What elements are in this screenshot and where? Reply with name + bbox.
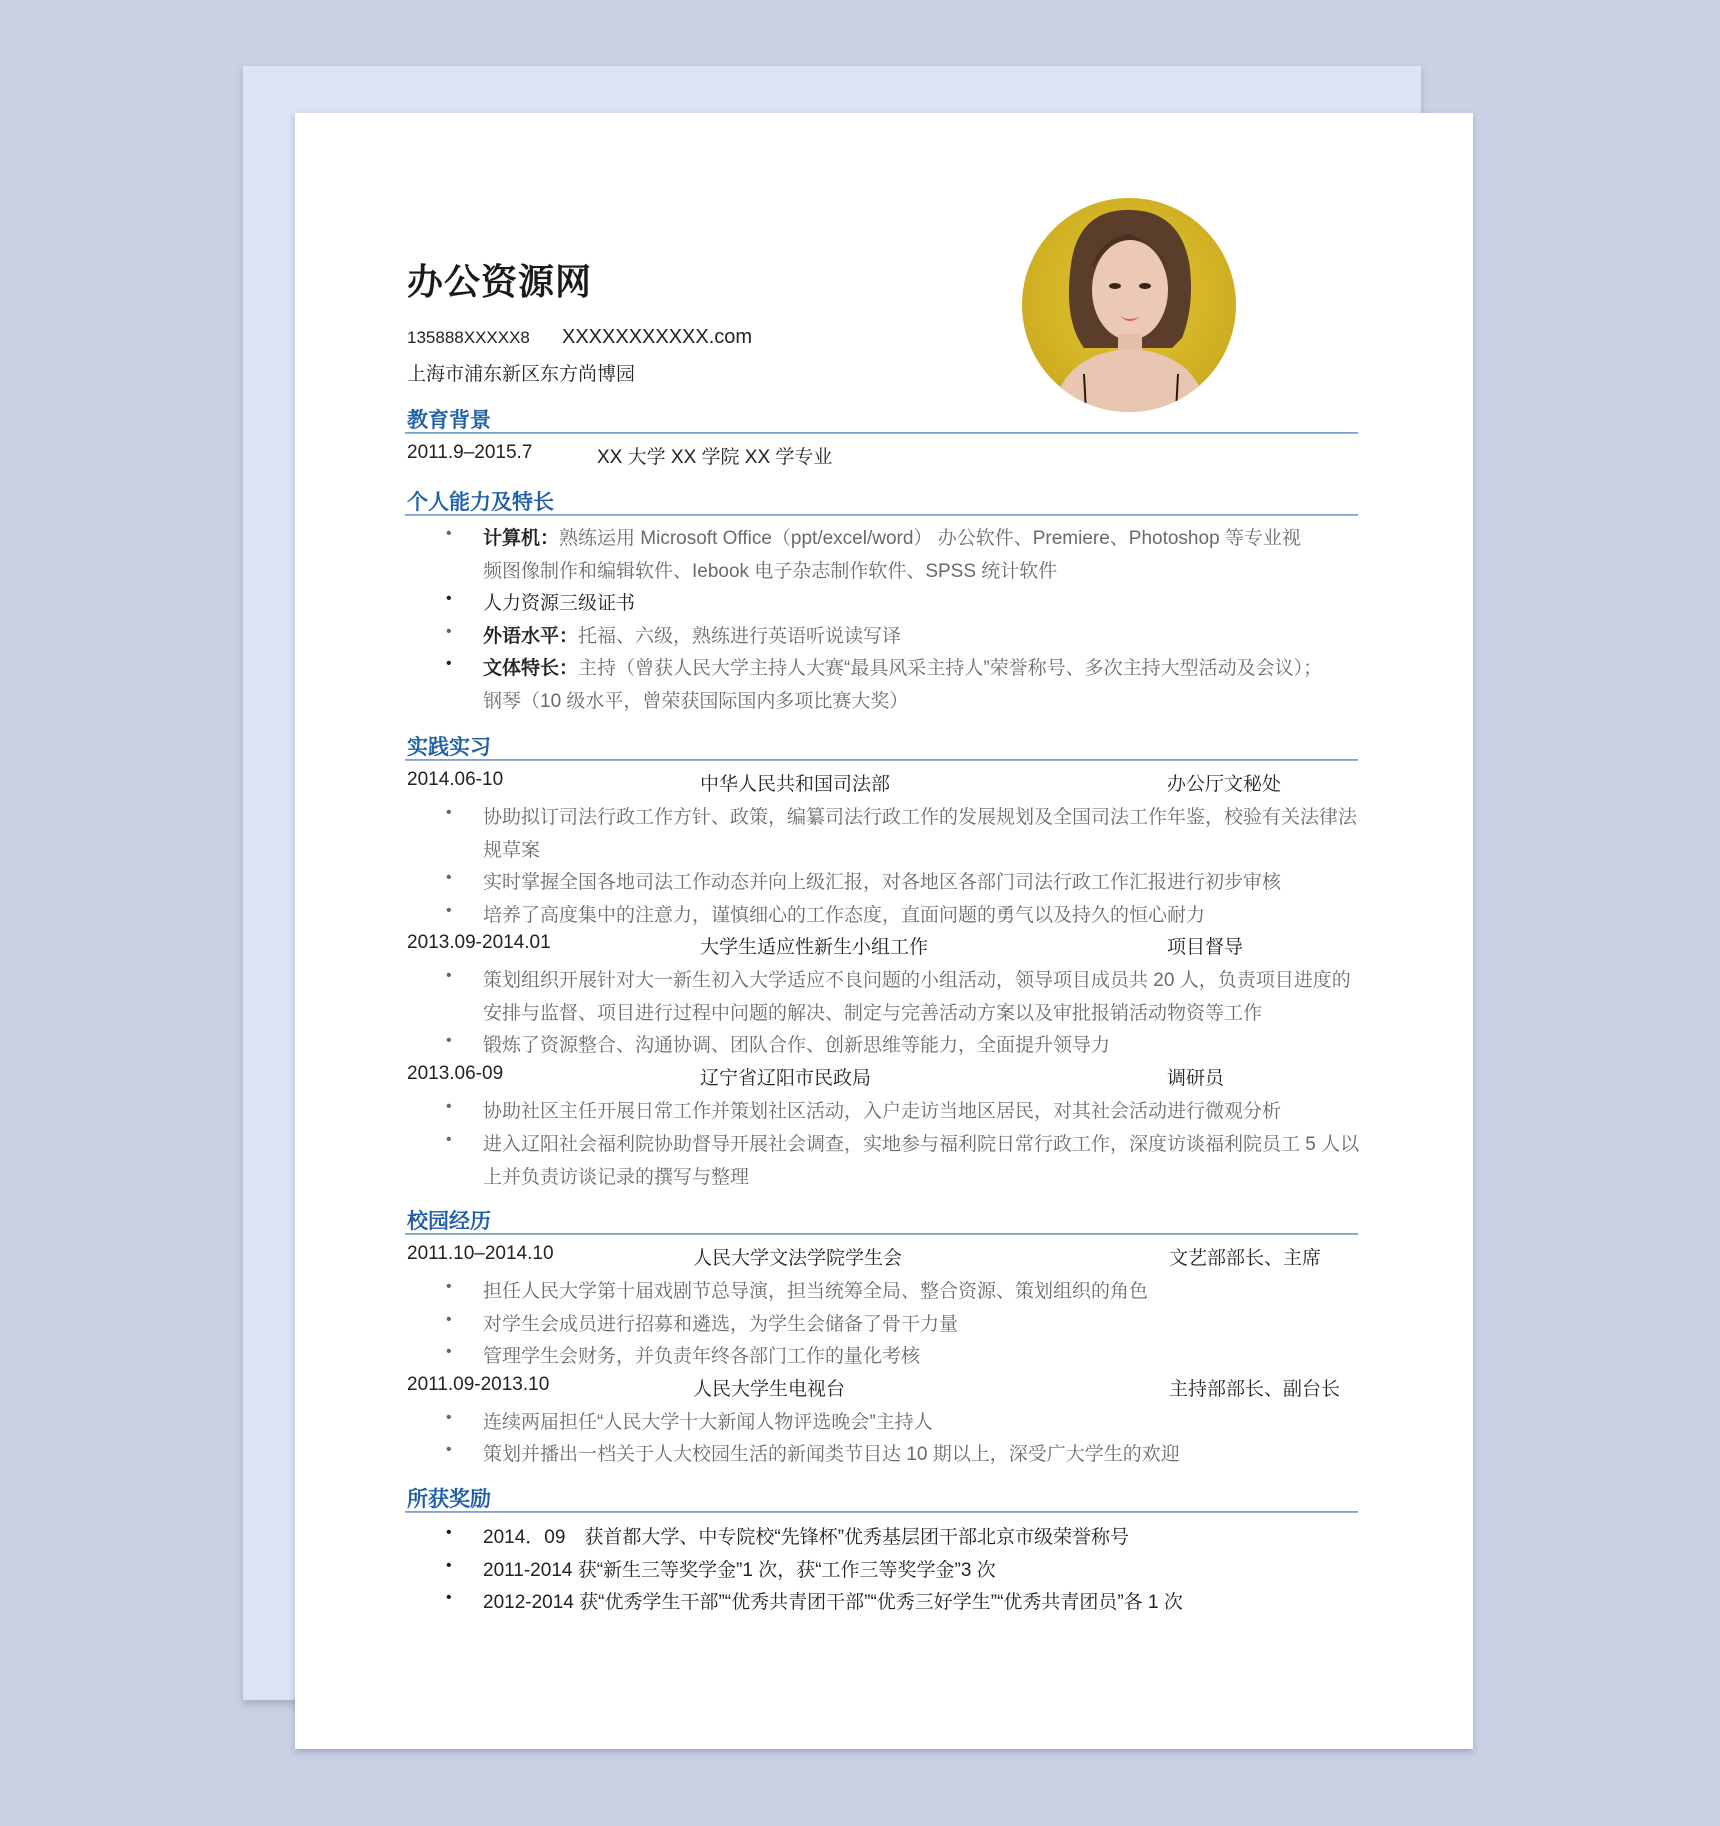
skill-label: 外语水平： bbox=[483, 626, 579, 647]
bullet-icon: • bbox=[446, 1524, 452, 1541]
entry-bullet-continued: 安排与监督、项目进行过程中问题的解决、制定与完善活动方案以及审批报销活动物资等工作 bbox=[483, 1003, 1263, 1024]
section-title-practice: 实践实习 bbox=[407, 736, 491, 759]
award-item: 2011-2014 获“新生三等奖学金”1 次，获“工作三等奖学金”3 次 bbox=[483, 1560, 996, 1581]
section-divider bbox=[405, 1233, 1358, 1235]
skill-item-language bbox=[483, 621, 901, 648]
bullet-icon: • bbox=[446, 967, 452, 984]
entry-bullet: 对学生会成员进行招募和遴选，为学生会储备了骨干力量 bbox=[483, 1314, 959, 1335]
portrait-icon bbox=[1022, 198, 1236, 412]
entry-bullet: 连续两届担任“人民大学十大新闻人物评选晚会”主持人 bbox=[483, 1412, 933, 1433]
skill-item-hr-cert bbox=[483, 588, 635, 615]
bullet-icon: • bbox=[446, 1441, 452, 1458]
skill-label: 文体特长： bbox=[483, 658, 579, 679]
entry-bullet: 进入辽阳社会福利院协助督导开展社会调查，实地参与福利院日常行政工作，深度访谈福利院员工 5 人以 bbox=[483, 1134, 1360, 1155]
entry-bullet: 策划组织开展针对大一新生初入大学适应不良问题的小组活动，领导项目成员共 20 人，负责项目进度的 bbox=[483, 970, 1351, 991]
skill-text: 托福、六级，熟练进行英语听说读写译 bbox=[578, 626, 902, 647]
entry-bullet: 实时掌握全国各地司法工作动态并向上级汇报，对各地区各部门司法行政工作汇报进行初步审核 bbox=[483, 872, 1282, 893]
entry-org: 中华人民共和国司法部 bbox=[700, 774, 891, 795]
bullet-icon: • bbox=[446, 623, 452, 640]
entry-bullet: 锻炼了资源整合、沟通协调、团队合作、创新思维等能力，全面提升领导力 bbox=[483, 1035, 1111, 1056]
entry-period: 2011.09-2013.10 bbox=[407, 1374, 550, 1395]
skill-item-computer bbox=[483, 523, 1301, 550]
skill-text-continued: 频图像制作和编辑软件、Iebook 电子杂志制作软件、SPSS 统计软件 bbox=[483, 561, 1058, 582]
entry-role: 主持部部长、副台长 bbox=[1169, 1379, 1341, 1400]
bullet-icon: • bbox=[446, 902, 452, 919]
bullet-icon: • bbox=[446, 1098, 452, 1115]
bullet-icon: • bbox=[446, 1131, 452, 1148]
entry-bullet: 担任人民大学第十届戏剧节总导演，担当统筹全局、整合资源、策划组织的角色 bbox=[483, 1281, 1149, 1302]
entry-role: 文艺部部长、主席 bbox=[1169, 1248, 1322, 1269]
skill-item-arts bbox=[483, 653, 1322, 680]
entry-org: 人民大学文法学院学生会 bbox=[693, 1248, 903, 1269]
bullet-icon: • bbox=[446, 1343, 452, 1360]
candidate-name: 办公资源网 bbox=[407, 261, 593, 302]
section-divider bbox=[405, 1511, 1358, 1513]
bullet-icon: • bbox=[446, 525, 452, 542]
bullet-icon: • bbox=[446, 1557, 452, 1574]
section-divider bbox=[405, 514, 1358, 516]
skill-label: 计算机： bbox=[483, 528, 560, 549]
address: 上海市浦东新区东方尚博园 bbox=[407, 364, 636, 385]
bullet-icon: • bbox=[446, 1409, 452, 1426]
bullet-icon: • bbox=[446, 590, 452, 607]
entry-bullet-continued: 上并负责访谈记录的撰写与整理 bbox=[483, 1167, 750, 1188]
entry-bullet-continued: 规草案 bbox=[483, 840, 541, 861]
section-title-awards: 所获奖励 bbox=[407, 1488, 491, 1511]
avatar bbox=[1022, 198, 1236, 412]
section-title-campus: 校园经历 bbox=[407, 1210, 491, 1233]
entry-bullet: 策划并播出一档关于人大校园生活的新闻类节目达 10 期以上，深受广大学生的欢迎 bbox=[483, 1444, 1180, 1465]
award-item: 2012-2014 获“优秀学生干部”“优秀共青团干部”“优秀三好学生”“优秀共青团员”各 1 次 bbox=[483, 1592, 1183, 1613]
section-divider bbox=[405, 759, 1358, 761]
entry-role: 办公厅文秘处 bbox=[1167, 774, 1282, 795]
skill-text: 主持（曾获人民大学主持人大赛“最具风采主持人”荣誉称号、多次主持大型活动及会议）； bbox=[578, 658, 1323, 679]
entry-role: 项目督导 bbox=[1167, 937, 1244, 958]
skill-text: 熟练运用 Microsoft Office（ppt/excel/word） 办公软件、Premiere、Photoshop 等专业视 bbox=[559, 528, 1301, 549]
award-item: 2014．09 获首都大学、中专院校“先锋杯”优秀基层团干部北京市级荣誉称号 bbox=[483, 1527, 1130, 1548]
skill-label: 人力资源三级证书 bbox=[483, 593, 636, 614]
bullet-icon: • bbox=[446, 804, 452, 821]
entry-bullet: 培养了高度集中的注意力，谨慎细心的工作态度，直面问题的勇气以及持久的恒心耐力 bbox=[483, 905, 1206, 926]
education-school: XX 大学 XX 学院 XX 学专业 bbox=[597, 447, 833, 468]
entry-org: 辽宁省辽阳市民政局 bbox=[700, 1068, 872, 1089]
email-address: XXXXXXXXXXX.com bbox=[562, 326, 753, 348]
entry-period: 2011.10–2014.10 bbox=[407, 1243, 554, 1264]
entry-bullet: 管理学生会财务，并负责年终各部门工作的量化考核 bbox=[483, 1346, 921, 1367]
bullet-icon: • bbox=[446, 869, 452, 886]
bullet-icon: • bbox=[446, 1589, 452, 1606]
entry-bullet: 协助社区主任开展日常工作并策划社区活动，入户走访当地区居民，对其社会活动进行微观分析 bbox=[483, 1101, 1282, 1122]
section-title-skills: 个人能力及特长 bbox=[407, 491, 554, 514]
bullet-icon: • bbox=[446, 655, 452, 672]
phone-number: 135888XXXXX8 bbox=[407, 328, 530, 347]
bullet-icon: • bbox=[446, 1032, 452, 1049]
bullet-icon: • bbox=[446, 1278, 452, 1295]
entry-bullet: 协助拟订司法行政工作方针、政策，编纂司法行政工作的发展规划及全国司法工作年鉴，校验有关法律法 bbox=[483, 807, 1358, 828]
skill-text-continued: 钢琴（10 级水平，曾荣获国际国内多项比赛大奖） bbox=[483, 691, 909, 712]
education-period: 2011.9–2015.7 bbox=[407, 442, 533, 463]
section-title-education: 教育背景 bbox=[407, 409, 491, 432]
entry-org: 大学生适应性新生小组工作 bbox=[700, 937, 929, 958]
entry-org: 人民大学生电视台 bbox=[693, 1379, 846, 1400]
entry-period: 2014.06-10 bbox=[407, 769, 504, 790]
section-divider bbox=[405, 432, 1358, 434]
entry-period: 2013.06-09 bbox=[407, 1063, 504, 1084]
entry-role: 调研员 bbox=[1167, 1068, 1225, 1089]
entry-period: 2013.09-2014.01 bbox=[407, 932, 551, 953]
bullet-icon: • bbox=[446, 1311, 452, 1328]
